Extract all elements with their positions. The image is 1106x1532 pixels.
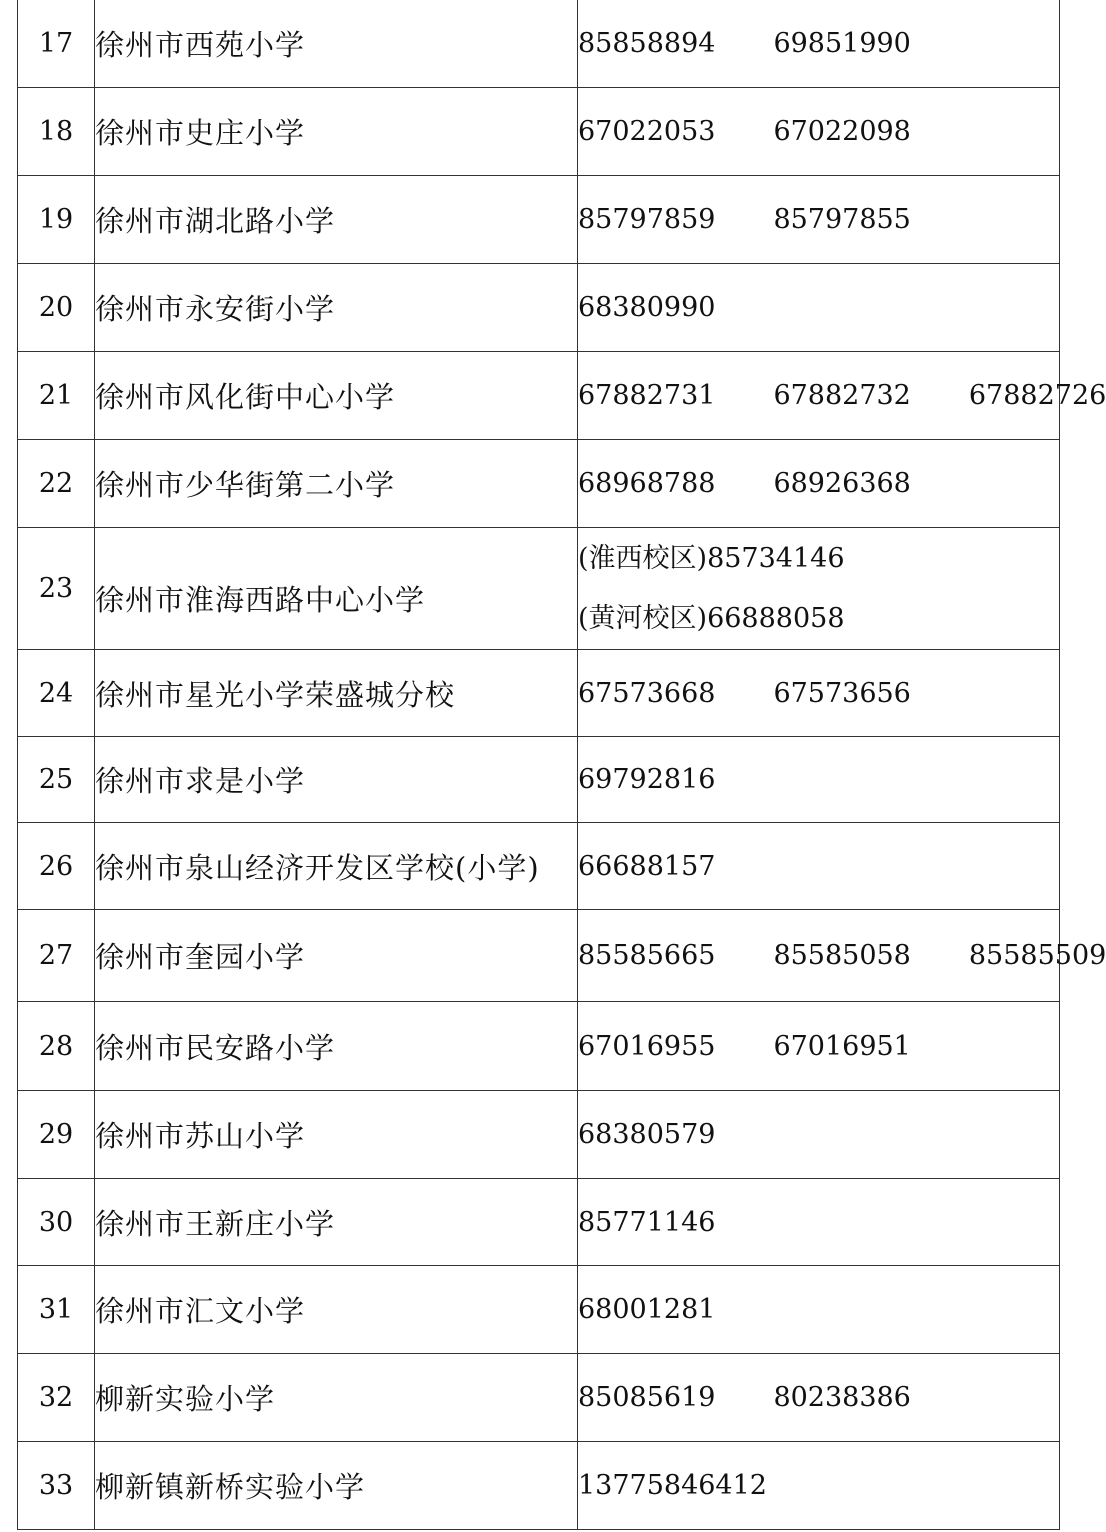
phone-number: 67882732 [773, 380, 911, 411]
row-number: 28 [18, 1002, 95, 1091]
campus-phone: (淮西校区)85734146 [578, 542, 845, 574]
row-number: 22 [18, 440, 95, 528]
phone-cell [578, 737, 1060, 823]
phone-cell [578, 0, 1060, 88]
table-row [18, 650, 1060, 737]
phone-number: 69792816 [578, 764, 716, 795]
phone-cell [578, 88, 1060, 176]
phone-number: 85585665 [578, 940, 716, 971]
row-number: 27 [18, 910, 95, 1002]
phone-number: 85858894 [578, 27, 716, 59]
school-name: 柳新实验小学 [95, 1354, 578, 1442]
school-name: 徐州市风化街中心小学 [95, 352, 578, 440]
phone-cell [578, 910, 1106, 1002]
phone-number: 67016951 [773, 1030, 911, 1062]
school-name: 徐州市民安路小学 [95, 1002, 578, 1091]
school-name: 徐州市汇文小学 [95, 1266, 578, 1354]
phone-number: 85771146 [578, 1206, 716, 1238]
table-row [18, 0, 1060, 88]
phone-number: 67573656 [773, 677, 911, 709]
phone-number: 85797855 [773, 204, 911, 235]
campus-phone: (黄河校区)66888058 [578, 602, 845, 634]
phone-cell [578, 1179, 1060, 1266]
school-name: 徐州市少华街第二小学 [95, 440, 578, 528]
table-row [18, 528, 1060, 650]
school-name: 徐州市永安街小学 [95, 264, 578, 352]
school-name: 徐州市星光小学荣盛城分校 [95, 650, 578, 737]
phone-number: 85585058 [773, 940, 911, 971]
table-row [18, 1354, 1060, 1442]
row-number: 31 [18, 1266, 95, 1354]
phone-number: 68380990 [578, 292, 716, 323]
table-row [18, 1002, 1060, 1091]
school-name: 徐州市湖北路小学 [95, 176, 578, 264]
school-name: 徐州市淮海西路中心小学 [95, 528, 578, 650]
phone-number: 68380579 [578, 1119, 716, 1150]
table-row [18, 1266, 1060, 1354]
row-number: 32 [18, 1354, 95, 1442]
table-row [18, 88, 1060, 176]
table-body [18, 0, 1106, 1530]
phone-number: 68001281 [578, 1294, 716, 1325]
school-name: 徐州市苏山小学 [95, 1091, 578, 1179]
phone-number: 13775846412 [578, 1470, 767, 1501]
row-number: 25 [18, 737, 95, 823]
phone-number: 67573668 [578, 677, 716, 709]
school-name: 徐州市奎园小学 [95, 910, 578, 1002]
row-number: 17 [18, 0, 95, 88]
phone-cell [578, 264, 1060, 352]
school-name: 徐州市西苑小学 [95, 0, 578, 88]
row-number: 20 [18, 264, 95, 352]
phone-cell [578, 1266, 1060, 1354]
phone-cell [578, 823, 1060, 910]
row-number: 24 [18, 650, 95, 737]
phone-cell [578, 1091, 1060, 1179]
phone-cell [578, 1002, 1060, 1091]
phone-number: 69851990 [773, 27, 911, 59]
phone-number: 68926368 [773, 468, 911, 499]
table-row [18, 823, 1060, 910]
row-number: 30 [18, 1179, 95, 1266]
table-row [18, 737, 1060, 823]
phone-cell [578, 440, 1060, 528]
phone-number: 67022053 [578, 116, 716, 147]
row-number: 33 [18, 1442, 95, 1530]
table-row [18, 1442, 1060, 1530]
phone-number: 85585509 [968, 940, 1106, 971]
table-row [18, 910, 1060, 1002]
table-row [18, 440, 1060, 528]
phone-number: 80238386 [773, 1382, 911, 1413]
table-row [18, 176, 1060, 264]
row-number: 21 [18, 352, 95, 440]
table-row [18, 1179, 1060, 1266]
row-number: 26 [18, 823, 95, 910]
school-name: 柳新镇新桥实验小学 [95, 1442, 578, 1530]
phone-number: 67882731 [578, 380, 716, 411]
phone-cell [578, 352, 1106, 440]
phone-cell [578, 1354, 1060, 1442]
school-name: 徐州市求是小学 [95, 737, 578, 823]
phone-cell [578, 1442, 1060, 1530]
phone-number: 66688157 [578, 850, 716, 882]
school-name: 徐州市王新庄小学 [95, 1179, 578, 1266]
phone-number: 67016955 [578, 1030, 716, 1062]
school-phone-table [17, 0, 1106, 1530]
phone-number: 68968788 [578, 468, 716, 499]
school-name: 徐州市史庄小学 [95, 88, 578, 176]
phone-cell [578, 176, 1060, 264]
phone-number: 67882726 [968, 380, 1106, 411]
phone-cell [578, 650, 1060, 737]
phone-number: 85797859 [578, 204, 716, 235]
phone-number: 67022098 [773, 116, 911, 147]
table-row [18, 264, 1060, 352]
row-number: 23 [18, 528, 95, 650]
row-number: 18 [18, 88, 95, 176]
row-number: 29 [18, 1091, 95, 1179]
table-row [18, 352, 1060, 440]
table-row [18, 1091, 1060, 1179]
row-number: 19 [18, 176, 95, 264]
school-name: 徐州市泉山经济开发区学校(小学) [95, 823, 578, 910]
phone-number: 85085619 [578, 1382, 716, 1413]
phone-cell [578, 528, 1060, 650]
